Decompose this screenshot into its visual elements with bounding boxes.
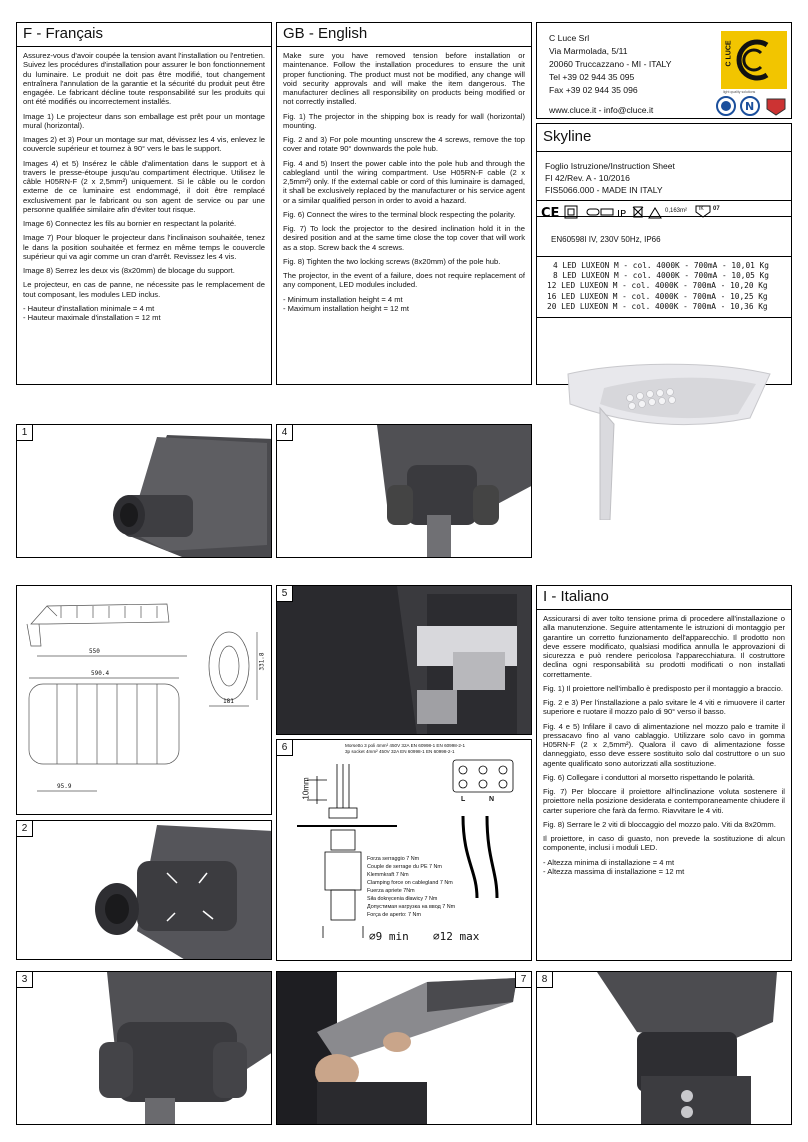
wiring-diagram	[277, 740, 532, 961]
paragraph: Il proiettore, in caso di guasto, non prevede la sostituzione di alcun componente, inclusi i moduli LED.	[543, 834, 785, 853]
dimension-drawing	[16, 585, 272, 815]
paragraph: Fig. 4 and 5) Insert the power cable into the pole hub and through the cablegland until the wiring compartment. Use H05RN-F cable (2 x 2,5mm²) only. If the external cable or cord of this luminaire is damaged, it shall be exclusively replaced by the manufacturer or his service agent or a similar qualified person in order to avoid a hazard.	[283, 158, 525, 205]
figure-number: 1	[17, 425, 33, 441]
paragraph: Assurez-vous d'avoir coupée la tension avant l'installation ou l'entretien. Suivez les procédures d'installation pour assurer le bon fonctionnement du luminaire. Le produit ne doit pas être modifié, tout changement entraînera l'annulation de la garantie et la sécurité du produit peut être engagée. Le fabricant décline toute responsabilité sur les produits qui ont été modifiés ou incorrectement installés.	[23, 51, 265, 107]
svg-text:IP: IP	[617, 209, 626, 220]
variant-row: 16 LED LUXEON M - col. 4000K - 700mA - 10,25 Kg	[547, 291, 768, 301]
variants-bottom-rule	[537, 317, 791, 318]
height-min: - Altezza minima di installazione = 4 mt	[543, 857, 675, 867]
svg-text:N: N	[745, 100, 755, 113]
company-city: 20060 Truccazzano - MI - ITALY	[549, 59, 672, 69]
figure-number: 6	[277, 740, 293, 756]
figure-8	[536, 971, 792, 1125]
french-section	[16, 22, 272, 385]
paragraph: Fig. 1) The projector in the shipping box is ready for wall (horizontal) mounting.	[283, 111, 525, 130]
company-name: C Luce Srl	[549, 33, 590, 43]
paragraph: The projector, in the event of a failure, does not require replacement of any component, LED modules included.	[283, 271, 525, 290]
paragraph: Make sure you have removed tension before installation or maintenance. Follow the installation procedures to ensure the unit proper functioning. The product must not be modified, any change will void security approvals and will make the item dangerous. The manufacturer declines all responsibility on products being modified or not correctly installed.	[283, 51, 525, 107]
figure-5-photo	[277, 586, 532, 735]
company-web: www.cluce.it - info@cluce.it	[549, 105, 654, 115]
paragraph: Image 6) Connectez les fils au bornier en respectant la polarité.	[23, 219, 237, 228]
paragraph: Fig. 6) Connect the wires to the terminal block respecting the polarity.	[283, 209, 516, 219]
english-section	[276, 22, 532, 385]
paragraph: Fig. 8) Serrare le 2 viti di bloccaggio del mozzo palo. Viti da 8x20mm.	[543, 819, 776, 829]
ik-label: IK	[699, 206, 704, 212]
dim-10mm: 10mm	[301, 777, 311, 800]
company-fax: Fax +39 02 944 35 096	[549, 85, 638, 95]
terminal-spec: Morsetto 3 poli 4mm² 450V 32A EN 60998-1 EN 60998-2-1	[345, 743, 466, 748]
french-heading: F - Français	[17, 23, 271, 47]
paragraph: Assicurarsi di aver tolto tensione prima di procedere all'installazione o alla manutenzione. Seguire attentamente le istruzioni di montaggio per garantire un corretto funzionamento dell'apparecchio. Il prodotto non deve essere modificato, qualsiasi modifica annulla le approvazioni di sicurezza e può rendere pericolosa l'apparecchiatura. Il costruttore declina ogni responsabilità su prodotti modificati o non installati correttamente.	[543, 614, 785, 679]
paragraph: Image 8) Serrez les deux vis (8x20mm) de blocage du support.	[23, 266, 235, 275]
ik-value: 07	[713, 206, 720, 212]
terminal-spec: 3p socket 4mm² 450V 32A EN 60998-1 EN 60998-2-1	[345, 749, 455, 754]
paragraph: Image 7) Pour bloquer le projecteur dans l'inclinaison souhaitée, tenez le dans la position souhaitée et fermez en même temps le couvercle supérieur qui va agir comme un cran d'arrêt. Revissez les 4 vis.	[23, 233, 265, 261]
figure-2	[16, 820, 272, 960]
height-max: - Altezza massima di installazione = 12 mt	[543, 866, 685, 876]
figure-5	[276, 585, 532, 735]
company-street: Via Marmolada, 5/11	[549, 46, 628, 56]
figure-6	[276, 739, 532, 961]
force-line: Couple de serrage du PE 7 Nm	[367, 864, 442, 870]
paragraph: Images 2) et 3) Pour un montage sur mat, dévissez les 4 vis, enlevez le couvercle supérieur et tournez à 90° vers le bas le support.	[23, 135, 265, 154]
figure-7-photo	[277, 972, 532, 1125]
force-line: Допустимая нагрузка на ввод 7 Nm	[367, 904, 456, 910]
italian-heading: I - Italiano	[537, 586, 791, 610]
figure-8-photo	[537, 972, 792, 1125]
height-max: - Hauteur maximale d'installation = 12 mt	[23, 313, 161, 322]
company-tel: Tel +39 02 944 35 095	[549, 72, 635, 82]
force-line: Força de aperto: 7 Nm	[367, 912, 421, 918]
revision: FI 42/Rev. A - 10/2016	[545, 173, 630, 183]
figure-4-photo	[277, 425, 532, 558]
paragraph: Fig. 7) To lock the projector to the desired inclination hold it in the desired position and at the same time close the top cover that will work as a stop. Screw back the 4 screws.	[283, 224, 525, 252]
height-min: - Hauteur d'installation minimale = 4 mt	[23, 303, 155, 313]
figure-3-photo	[17, 972, 272, 1125]
paragraph: Fig. 7) Per bloccare il proiettore all'inclinazione voluta sostenere il proiettore nella posizione desiderata e contemporaneamente chiudere il carter superiore che farà da fermo. Riavvitare le 4 viti.	[543, 787, 785, 815]
figure-number: 7	[515, 972, 531, 988]
force-line: Fuerza apriete 7Nm	[367, 888, 415, 894]
svg-text:CE: CE	[541, 206, 560, 221]
label-L: L	[461, 796, 466, 803]
height-max: - Maximum installation height = 12 mt	[283, 303, 409, 313]
french-text	[17, 47, 271, 326]
area-value: 0,163m²	[665, 208, 688, 214]
dim-331: 331.8	[258, 652, 266, 671]
sheet-title: Foglio Istruzione/Instruction Sheet	[545, 161, 675, 171]
italian-text	[537, 610, 791, 880]
force-line: Siła dokręcenia dławicy 7 Nm	[367, 896, 438, 902]
compliance-icons	[541, 204, 721, 222]
company-block	[536, 22, 792, 119]
figure-number: 5	[277, 586, 293, 602]
product-name: Skyline	[537, 124, 791, 152]
paragraph: Image 1) Le projecteur dans son emballage est prêt pour un montage mural (horizontal).	[23, 111, 265, 130]
figure-number: 2	[17, 821, 33, 837]
force-line: Klemmkraft 7 Nm	[367, 872, 409, 878]
standards: EN60598I IV, 230V 50Hz, IP66	[551, 235, 661, 244]
label-N: N	[489, 796, 495, 803]
figure-1	[16, 424, 272, 558]
figure-1-photo	[17, 425, 272, 558]
english-text	[277, 47, 531, 317]
figure-number: 4	[277, 425, 293, 441]
figure-number: 8	[537, 972, 553, 988]
product-code: FIS5066.000 - MADE IN ITALY	[545, 185, 663, 195]
paragraph: Images 4) et 5) Insérez le câble d'alimentation dans le support et à travers le presse-étoupe jusqu'au compartiment électrique. Utilisez le câble H05RN-F (2 x 2,5mm²) uniquement. Si le câble ou le cordon externe de ce luminaire est endommagé, il doit être remplacé exclusivement par le fabricant ou son agent de service ou par une personne qualifiée similaire afin d'éviter tout risque.	[23, 158, 265, 214]
figure-number: 3	[17, 972, 33, 988]
paragraph: Fig. 1) Il proiettore nell'imballo è predisposto per il montaggio a braccio.	[543, 683, 783, 693]
force-line: Clamping force on cablegland 7 Nm	[367, 880, 453, 886]
force-line: Forza serraggio 7 Nm	[367, 856, 420, 862]
height-min: - Minimum installation height = 4 mt	[283, 294, 403, 304]
variants-table	[537, 256, 791, 312]
certification-icons	[715, 95, 791, 117]
paragraph: Fig. 8) Tighten the two locking screws (8x20mm) of the pole hub.	[283, 256, 501, 266]
english-heading: GB - English	[277, 23, 531, 47]
product-render	[560, 360, 780, 520]
dim-181: 181	[223, 698, 234, 705]
dim-550: 550	[89, 648, 100, 655]
italian-section	[536, 585, 792, 961]
paragraph: Fig. 6) Collegare i conduttori al morsetto rispettando le polarità.	[543, 772, 755, 782]
paragraph: Fig. 2 and 3) For pole mounting unscrew the 4 screws, remove the top cover and rotate 90° downwards the pole hub.	[283, 135, 525, 154]
dim-95: 95.9	[57, 783, 72, 790]
product-block	[536, 123, 792, 385]
diameter-min: ∅9 min	[369, 930, 409, 943]
diameter-max: ∅12 max	[433, 930, 480, 943]
force-list	[367, 855, 455, 919]
paragraph: Fig. 4 e 5) Infilare il cavo di alimentazione nel mozzo palo e tramite il pressacavo fino al vano cablaggio. Utilizzare solo cavo in gomma H05RN-F (2 x 2,5mm²). Qualora il cavo di alimentazione fosse danneggiato, esso deve essere sostituito solo dal costruttore o un suo agente qualificato sono autorizzati alla sostituzione.	[543, 721, 785, 768]
variant-row: 4 LED LUXEON M - col. 4000K - 700mA - 10,01 Kg	[553, 261, 769, 270]
logo-text: C LUCE	[725, 40, 733, 67]
dim-590: 590.4	[91, 670, 110, 677]
variant-row: 8 LED LUXEON M - col. 4000K - 700mA - 10,05 Kg	[553, 271, 769, 281]
variant-row: 12 LED LUXEON M - col. 4000K - 700mA - 10,20 Kg	[547, 281, 768, 291]
figure-4	[276, 424, 532, 558]
paragraph: Le projecteur, en cas de panne, ne nécessite pas le remplacement de tout composant, les modules LED inclus.	[23, 280, 265, 299]
variant-row: 20 LED LUXEON M - col. 4000K - 700mA - 10,36 Kg	[547, 301, 768, 311]
logo-subtitle: light quality solutions	[723, 90, 756, 94]
cluce-logo	[721, 31, 787, 89]
figure-3	[16, 971, 272, 1125]
paragraph: Fig. 2 e 3) Per l'installazione a palo svitare le 4 viti e rimuovere il carter superiore e ruotare il mozzo palo di 90° verso il basso.	[543, 698, 785, 717]
figure-2-photo	[17, 821, 272, 960]
figure-7	[276, 971, 532, 1125]
